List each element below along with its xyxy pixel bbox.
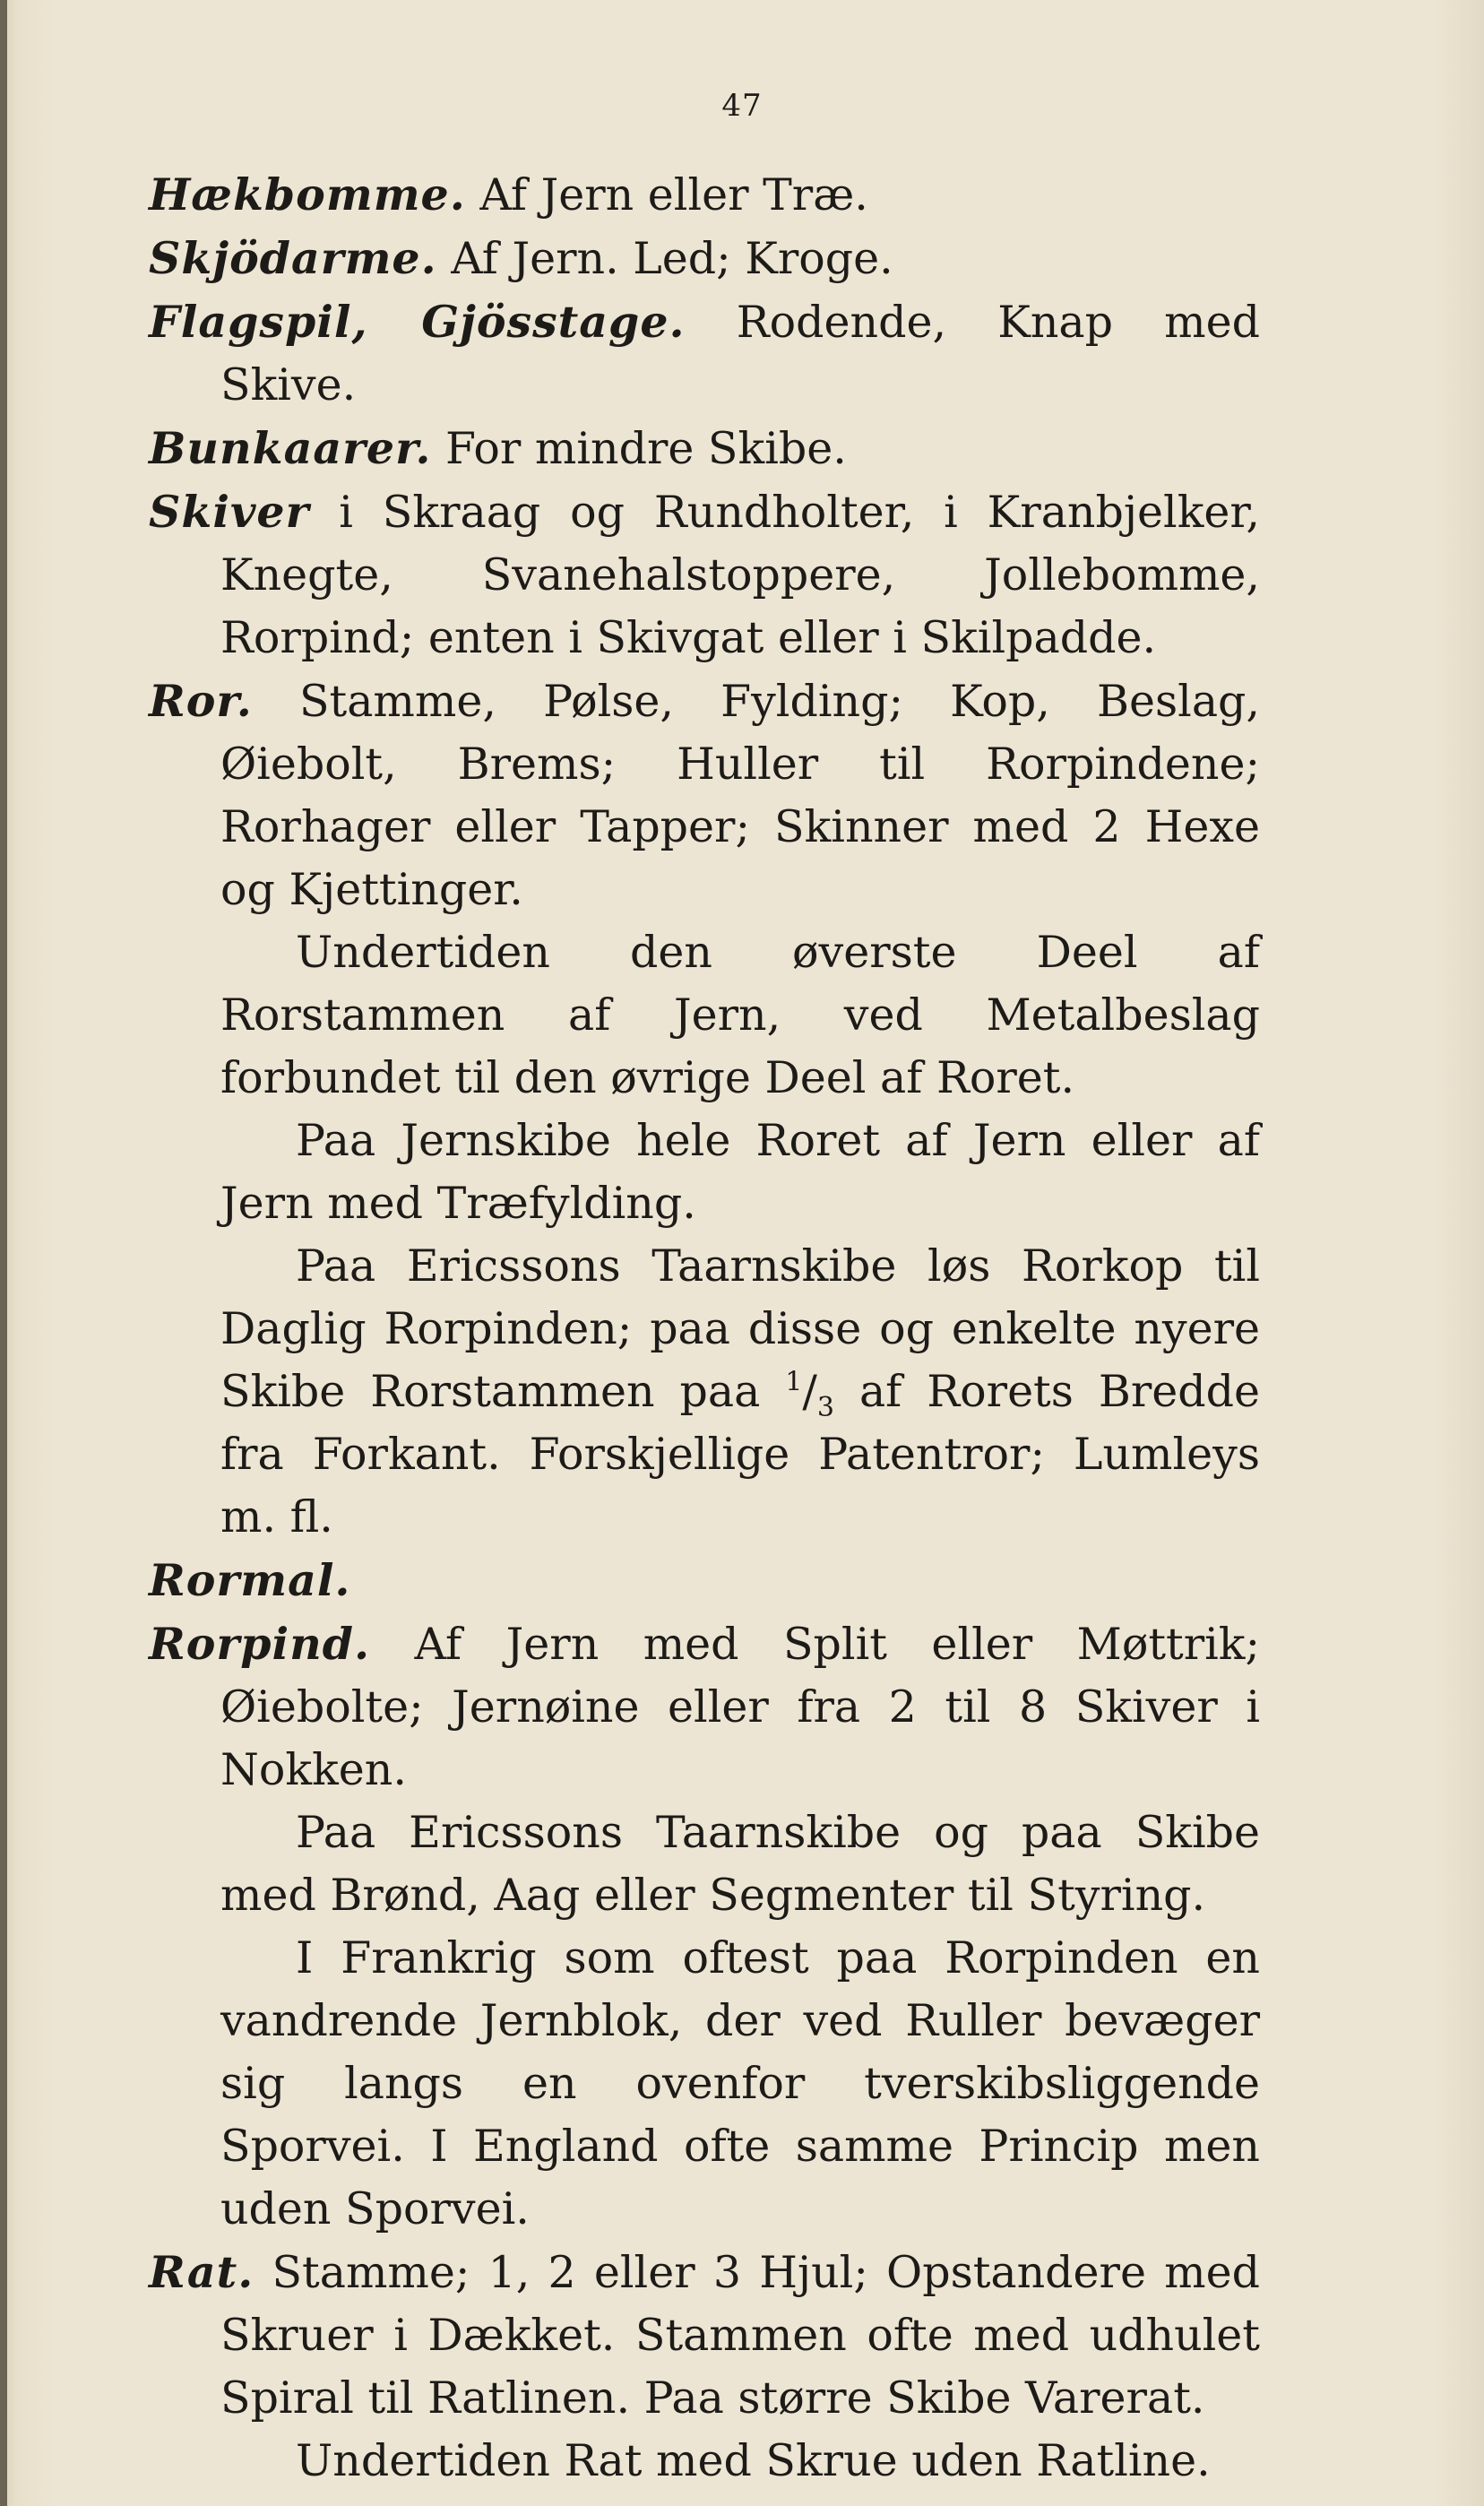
- entry-skjodarme: [149, 227, 1260, 290]
- paragraph-text: af Rorets Bredde fra Forkant. Forskjellige Patentror; Lumleys m. fl.: [220, 1366, 1261, 1542]
- paragraph: [149, 2430, 1260, 2493]
- entry-term: Rat.: [149, 2246, 255, 2298]
- entry-bunkaarer: [149, 417, 1260, 480]
- paragraph-text: I Frankrig som oftest paa Rorpinden en vandrende Jernblok, der ved Ruller bevæger sig langs en ovenfor tverskibsliggende Sporvei. I England ofte samme Princip men uden Sporvei.: [220, 1932, 1260, 2234]
- page-number: 47: [721, 88, 763, 124]
- entry-flagspil: [149, 290, 1260, 417]
- entry-text: Af Jern. Led; Kroge.: [436, 233, 893, 284]
- body-text: [149, 163, 1260, 2493]
- paragraph: [149, 1927, 1260, 2241]
- entry-rorpind: [149, 1612, 1260, 1802]
- entry-skiver: [149, 480, 1260, 670]
- entry-term: Skiver: [149, 486, 310, 538]
- paragraph: [149, 921, 1260, 1110]
- paragraph-text: Undertiden Rat med Skrue uden Ratline.: [296, 2435, 1211, 2486]
- page-binding-edge: [0, 0, 7, 2506]
- entry-text: Af Jern eller Træ.: [465, 169, 868, 220]
- fraction-denominator: 3: [816, 1391, 834, 1423]
- entry-text: Af Jern med Split eller Møttrik; Øiebolte; Jernøine eller fra 2 til 8 Skiver i Nokken.: [220, 1619, 1260, 1795]
- entry-term: Flagspil, Gjösstage.: [149, 296, 686, 348]
- entry-text: Stamme; 1, 2 eller 3 Hjul; Opstandere med Skruer i Dækket. Stammen ofte med udhulet Spiral til Ratlinen. Paa større Skibe Varerat.: [220, 2247, 1260, 2424]
- entry-term: Rormal.: [149, 1554, 351, 1606]
- entry-term: Skjödarme.: [149, 232, 437, 284]
- fraction-numerator: 1: [785, 1366, 803, 1398]
- entry-term: Hækbomme.: [149, 169, 466, 220]
- entry-text: Stamme, Pølse, Fylding; Kop, Beslag, Øiebolt, Brems; Huller til Rorpindene; Rorhager eller Tapper; Skinner med 2 Hexe og Kjettinger.: [220, 676, 1260, 915]
- paragraph-text: Undertiden den øverste Deel af Rorstammen af Jern, ved Metalbeslag forbundet til den øvrige Deel af Roret.: [220, 927, 1260, 1103]
- paragraph: Paa Ericssons Taarnskibe løs Rorkop til Daglig Rorpinden; paa disse og enkelte nyere Skibe Rorstammen paa $^1/_3$ af Rorets Bredde fra Forkant. Forskjellige Patentror; Lumleys m. fl.: [220, 1240, 1261, 1542]
- paragraph-text: Paa Ericssons Taarnskibe løs Rorkop til Daglig Rorpinden; paa disse og enkelte nyere Skibe Rorstammen paa: [220, 1240, 1260, 1417]
- entry-rat: [149, 2241, 1260, 2430]
- entry-text: For mindre Skibe.: [431, 423, 847, 474]
- paragraph-text: Paa Jernskibe hele Roret af Jern eller af Jern med Træfylding.: [220, 1115, 1260, 1229]
- entry-term: Ror.: [149, 675, 253, 727]
- entry-ror: [149, 670, 1260, 921]
- paragraph-text: Paa Ericssons Taarnskibe og paa Skibe med Brønd, Aag eller Segmenter til Styring.: [220, 1807, 1260, 1921]
- entry-term: Rorpind.: [149, 1618, 371, 1670]
- paragraph: [149, 1110, 1260, 1235]
- paragraph: [149, 1802, 1260, 1927]
- entry-haekbomme: [149, 163, 1260, 227]
- entry-text: i Skraag og Rundholter, i Kranbjelker, Knegte, Svanehalstoppere, Jollebomme, Rorpind; enten i Skivgat eller i Skilpadde.: [220, 487, 1260, 663]
- entry-text: Rodende, Knap med Skive.: [220, 297, 1261, 410]
- entry-rormal: [149, 1549, 1260, 1612]
- entry-term: Bunkaarer.: [149, 422, 432, 474]
